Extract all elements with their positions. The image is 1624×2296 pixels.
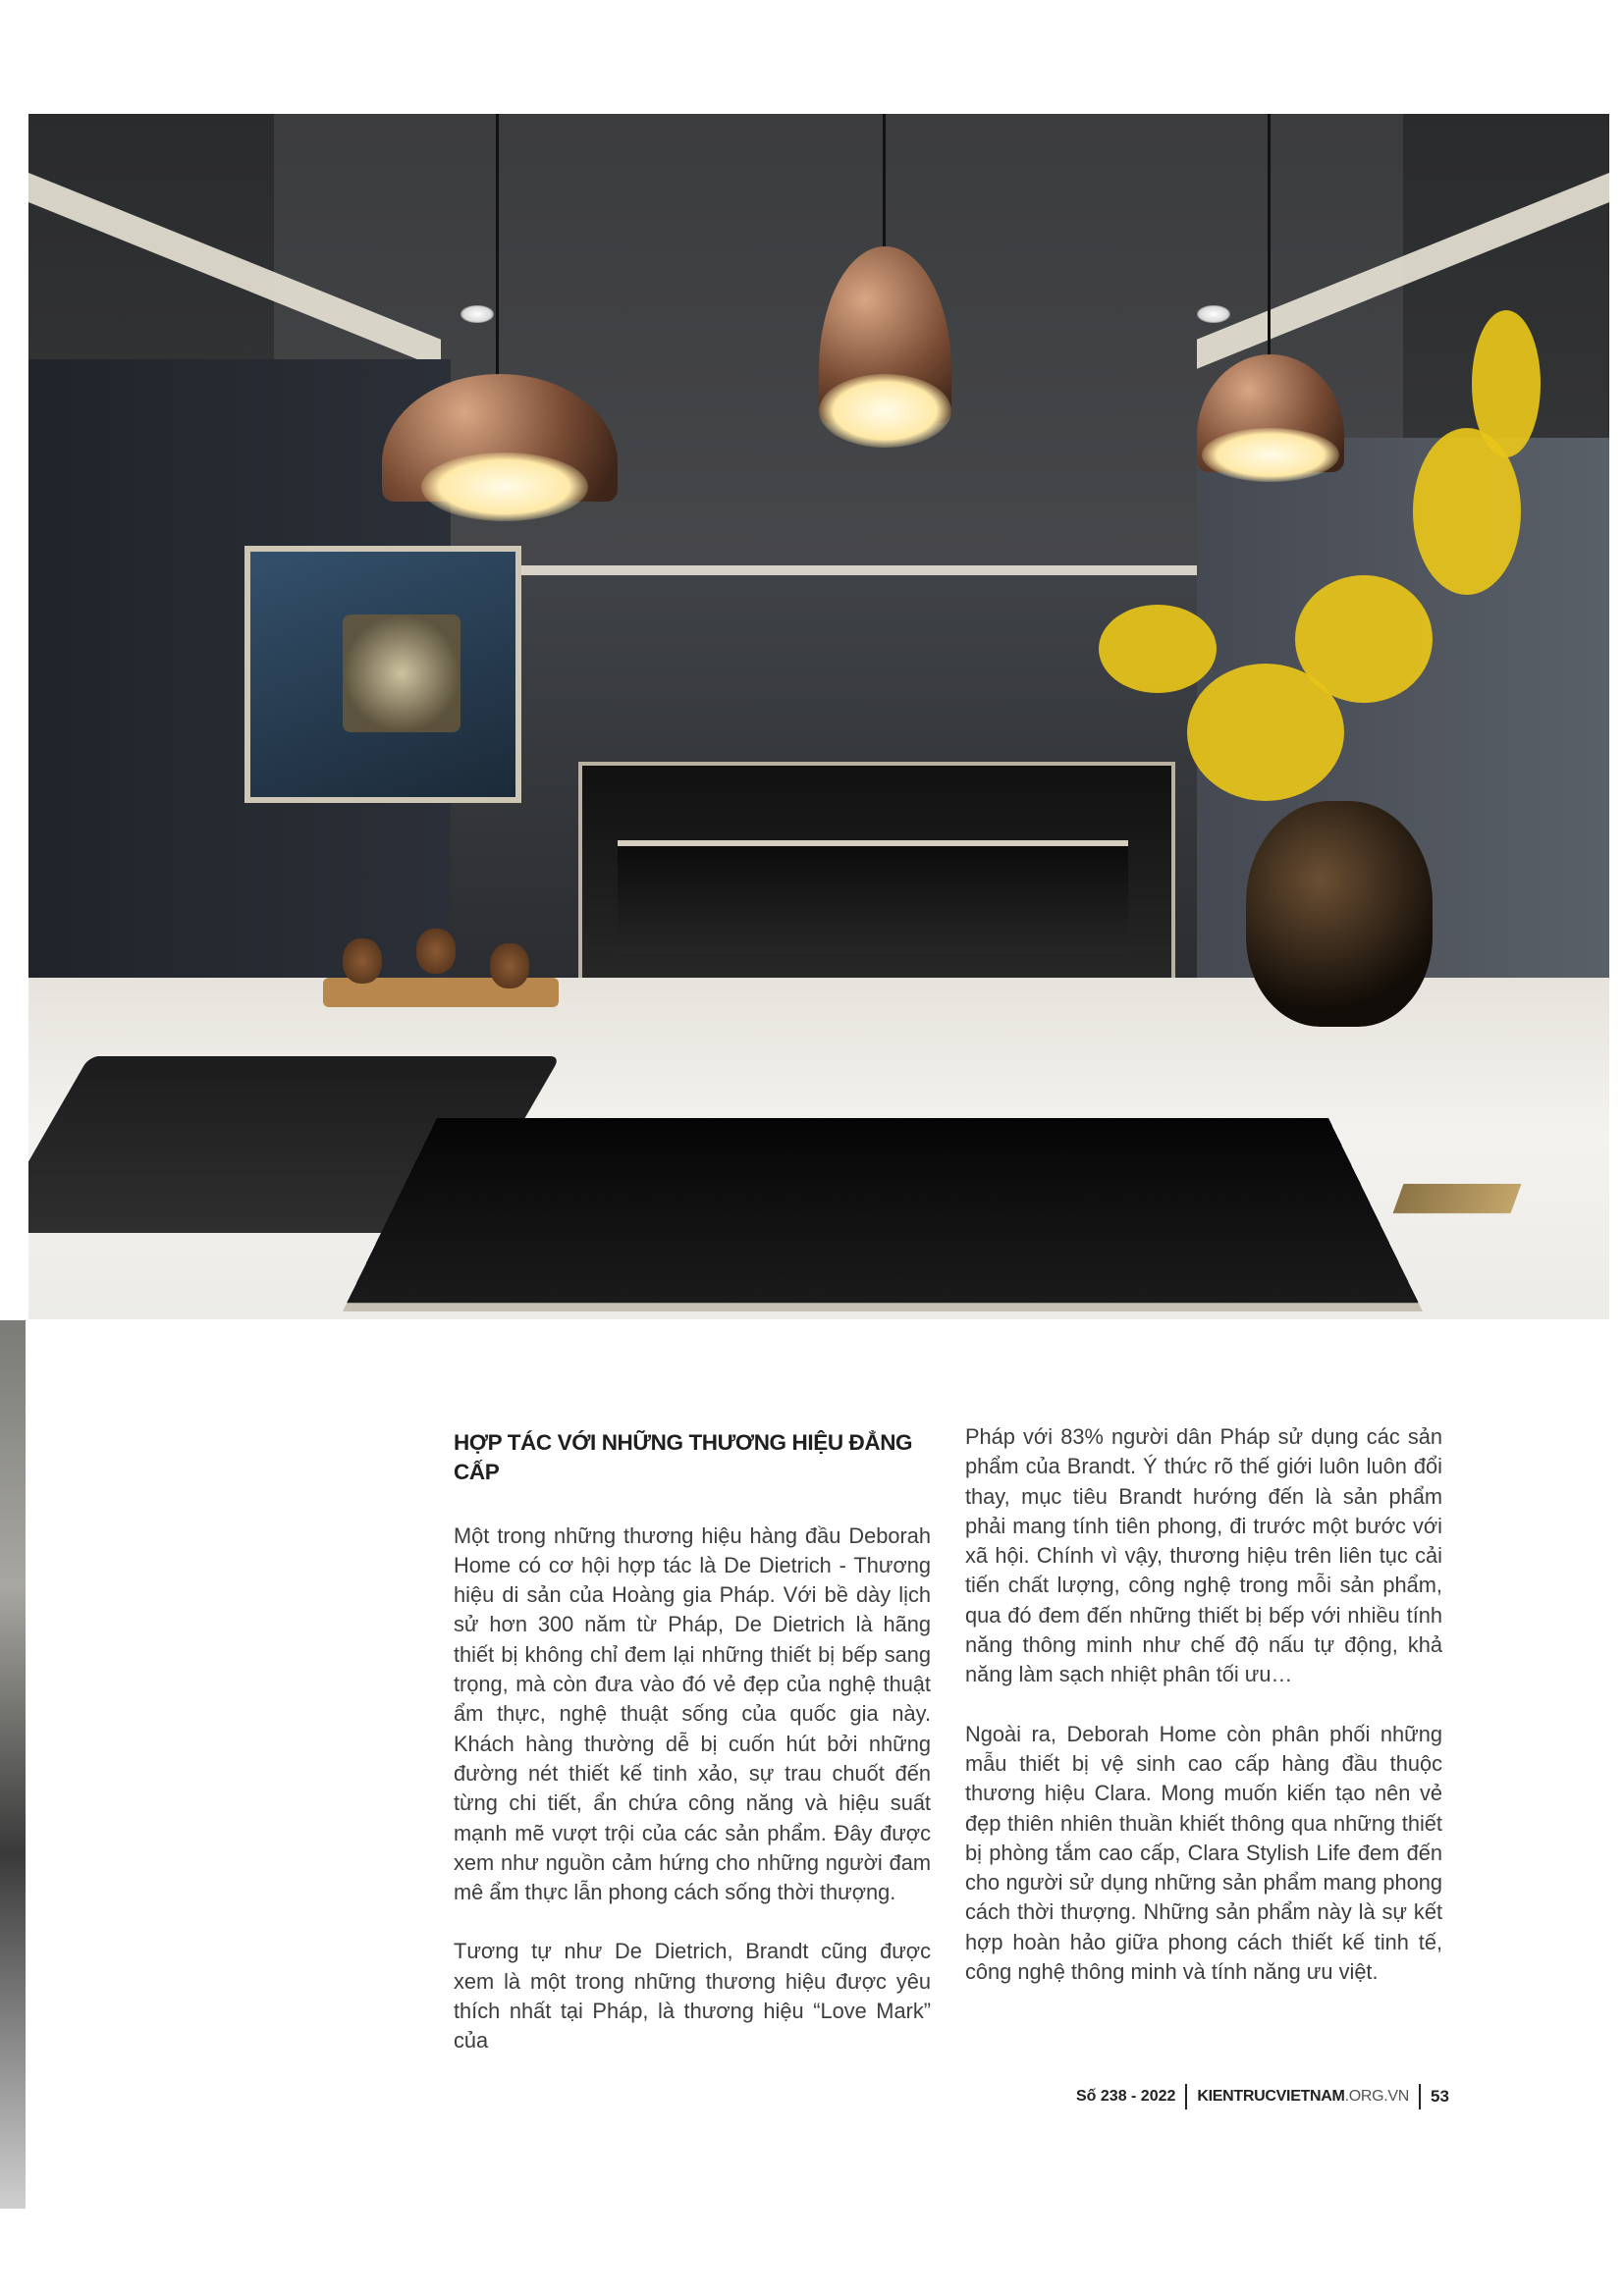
bathroom-mirror-light: [343, 614, 460, 732]
pendant-glow: [819, 374, 951, 448]
pinecone-icon: [490, 943, 529, 988]
paragraph: Một trong những thương hiệu hàng đầu Deborah Home có cơ hội hợp tác là De Dietrich - Thương hiệu di sản của Hoàng gia Pháp. Với bề dày lịch sử hơn 300 năm từ Pháp, De Dietrich là hãng thiết bị không chỉ đem lại những thiết bị bếp sang trọng, mà còn đưa vào đó vẻ đẹp của nghệ thuật ẩm thực, nghệ thuật sống của quốc gia này. Khách hàng thường dễ bị cuốn hút bởi những đường nét thiết kế tinh xảo, sự trau chuốt đến từng chi tiết, ẩn chứa công năng và hiệu suất mạnh mẽ vượt trội của các sản phẩm. Đây được xem như nguồn cảm hứng cho những người đam mê ẩm thực lẫn phong cách sống thời thượng.: [454, 1522, 931, 1905]
yellow-flowers: [1099, 605, 1217, 693]
page-footer: [1076, 2082, 1449, 2111]
page-number: 53: [1431, 2087, 1449, 2106]
article-column-left: [454, 1428, 931, 2086]
footer-divider: [1185, 2084, 1187, 2109]
induction-cooktop: [343, 1118, 1423, 1311]
downlight-icon: [460, 305, 494, 323]
issue-label: Số 238 - 2022: [1076, 2088, 1176, 2105]
paragraph: Tương tự như De Dietrich, Brandt cũng được xem là một trong những thương hiệu được yêu thích nhất tại Pháp, là thương hiệu “Love Mark” của: [454, 1939, 931, 2054]
site-name: KIENTRUCVIETNAM: [1197, 2088, 1345, 2105]
pendant-cord: [496, 114, 499, 379]
section-heading: HỢP TÁC VỚI NHỮNG THƯƠNG HIỆU ĐẲNG CẤP: [454, 1430, 913, 1485]
pendant-glow: [1202, 428, 1339, 482]
footer-divider: [1419, 2084, 1421, 2109]
kitchen-showroom-photo: [28, 114, 1609, 1319]
brand-plaque: [1393, 1184, 1522, 1213]
site-domain: .ORG.VN: [1344, 2088, 1410, 2105]
article-column-right: [965, 1422, 1442, 2016]
pendant-glow: [421, 453, 588, 521]
yellow-flowers: [1472, 310, 1541, 457]
pinecone-icon: [343, 938, 382, 984]
paragraph: Pháp với 83% người dân Pháp sử dụng các sản phẩm của Brandt. Ý thức rõ thế giới luôn luôn đổi thay, mục tiêu Brandt hướng đến là sản phẩm phải mang tính tiên phong, đi trước một bước với xã hội. Chính vì vậy, thương hiệu trên liên tục cải tiến chất lượng, công nghệ trong mỗi sản phẩm, qua đó đem đến những thiết bị bếp với nhiều tính năng thông minh như chế độ nấu tự động, khả năng làm sạch nhiệt phân tối ưu…: [965, 1424, 1442, 1687]
black-glass-vase: [1246, 801, 1433, 1027]
paragraph: Ngoài ra, Deborah Home còn phân phối những mẫu thiết bị vệ sinh cao cấp hàng đầu thuộc thương hiệu Clara. Mong muốn kiến tạo nên vẻ đẹp thiên nhiên thuần khiết thông qua những thiết bị phòng tắm cao cấp, Clara Stylish Life đem đến cho người sử dụng những sản phẩm mang phong cách thời thượng. Những sản phẩm này là sự kết hợp hoàn hảo giữa phong cách thiết kế tinh tế, công nghệ thông minh và tính năng ưu việt.: [965, 1721, 1442, 1985]
pendant-cord: [883, 114, 886, 261]
pendant-cord: [1268, 114, 1271, 359]
hood-glass-panel: [618, 840, 1128, 954]
pinecone-icon: [416, 929, 456, 974]
downlight-icon: [1197, 305, 1230, 323]
yellow-flowers: [1295, 575, 1433, 703]
adjacent-page-edge: [0, 1320, 26, 2209]
